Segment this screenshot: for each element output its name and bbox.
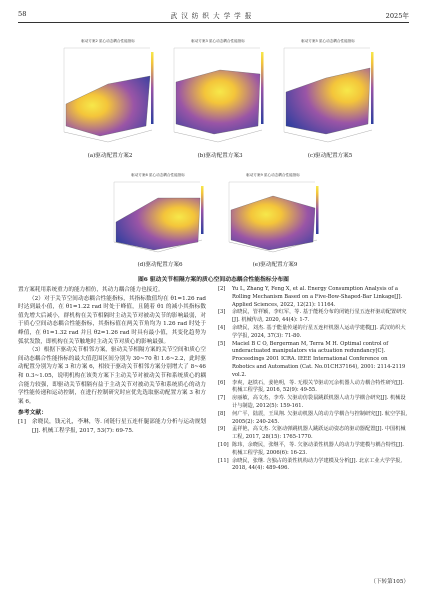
figure-panel-c xyxy=(280,34,376,146)
references-heading: 参考文献： xyxy=(18,410,47,417)
panel-a-label: (a)驱动配置方案2 xyxy=(87,153,133,159)
reference-text: Maciel B C O, Bergerman M, Terra M H. Optimal control of underactuated manipulators via actuation redundancy[C]. Proceedings 2001 ICRA. IEEE International Conference on Robotics and Automation (Cat. No.01CH37164), 2001: 2114-2119 vol.2. xyxy=(232,340,406,378)
panel-title: 驱动方案6 质心动态耦合性能指标 xyxy=(131,173,185,177)
figure-panel-d xyxy=(110,168,206,256)
panel-e-label: (e)驱动配置方案9 xyxy=(252,262,298,268)
surface-plot xyxy=(110,168,206,256)
reference-text: 陈玮，余晓民，张继平，等. 欠驱动柔性机器人的动力学建模与耦合特性[J]. 机械工程学报, 2006(6): 16-23. xyxy=(232,441,404,456)
reference-number: [7] xyxy=(218,395,226,402)
reference-number: [5] xyxy=(218,340,226,347)
reference-text: 余晓民，钱元礼，李琳，等. 闭链行星五连杆腿部能力分析与运动规划[J]. 机械工程学报, 2017, 53(7): 69-75. xyxy=(32,418,206,434)
reference-item xyxy=(218,309,410,325)
reference-item xyxy=(218,411,410,427)
colorbar xyxy=(201,186,204,234)
reference-item xyxy=(218,395,410,411)
issue-year: 2025年 xyxy=(385,12,409,20)
surface-mesh xyxy=(231,196,315,250)
reference-item xyxy=(218,426,410,442)
reference-number: [1] xyxy=(18,418,26,425)
reference-number: [9] xyxy=(218,426,226,433)
figure-caption: 图6 驱动关节相隔方案的质心空间动态耦合性能指标分布图 xyxy=(138,277,289,283)
journal-name: 武汉纺织大学学报 xyxy=(170,12,256,20)
reference-number: [11] xyxy=(218,457,229,464)
panel-title: 驱动方案9 质心动态耦合性能指标 xyxy=(246,173,300,177)
surface-mesh xyxy=(176,70,260,134)
reference-text: 孟祥艳，高文杰. 欠驱动弹跳机器人跳跃运动姿态的驱动器配置[J]. 中国机械工程, 2017, 28(15): 1765-1770. xyxy=(232,426,406,441)
panel-title: 驱动方案2 质心动态耦合性能指标 xyxy=(81,39,135,43)
figure-panel-e xyxy=(225,168,321,256)
reference-item xyxy=(218,458,410,474)
surface-plot xyxy=(60,34,156,146)
reference-number: [3] xyxy=(218,309,226,316)
panel-title: 驱动方案3 质心动态耦合性能指标 xyxy=(191,39,245,43)
surface-mesh xyxy=(286,68,370,134)
references-right xyxy=(218,286,410,473)
reference-text: Yu L, Zhang Y, Feng X, et al. Energy Consumption Analysis of a Rolling Mechanism Based on a Five-Bow-Shaped-Bar Linkage[J]. Applied Sciences, 2022, 12(21): 11164. xyxy=(232,286,403,308)
paragraph: （3）根据下驱动关节相邻方案，驱动关节相隔方案的关节空间和质心空间动态耦合性能指标的最大值范围区间分别为 30~70 和 1.6~2.2，此时驱动配置分别为方案 3 和方案 6，相较于驱动关节相邻方案分别增大了 8~46 和 0.3~1.05，说明机构在该类方案下主动关节对被动关节和系统质心的耦合能力较强，即驱动关节相隔有益于主动关节对被动关节和系统质心的动力学性能传递和运动控制，在进行控制研究时应优先选取驱动配置方案 3 和方案 6。 xyxy=(18,347,206,405)
reference-item xyxy=(218,380,410,396)
reference-number: [6] xyxy=(218,379,226,386)
colorbar xyxy=(371,52,374,124)
panel-b-label: (b)驱动配置方案3 xyxy=(197,153,243,159)
colorbar xyxy=(151,52,154,124)
page-number: 58 xyxy=(18,10,27,18)
colorbar xyxy=(261,52,264,124)
paragraph: 置方案耗用系统重力的能力相仿，其动力耦合能力也接近。 xyxy=(18,287,164,293)
reference-text: 何广平，陆震，王凤翔. 欠驱动机器人的动力学耦合与控制研究[J]. 航空学报, 2005(2): 240-245. xyxy=(232,410,408,425)
reference-text: 房丽敏，高文杰，李寿. 欠驱动仿袋鼠跳跃机器人动力学耦合研究[J]. 机械设计与制造, 2012(5): 159-161. xyxy=(232,395,406,409)
surface-plot xyxy=(280,34,376,146)
reference-item xyxy=(18,418,206,435)
reference-item xyxy=(218,442,410,458)
body-text-left xyxy=(18,286,206,435)
continued-note: （下转第105） xyxy=(370,579,409,585)
panel-c-label: (c)驱动配置方案5 xyxy=(307,153,353,159)
surface-mesh xyxy=(116,198,200,250)
page-header xyxy=(18,10,409,22)
reference-text: 余晓民，刘杰. 基于能量传递的行星五连杆机器人运动学建模[J]. 武汉纺织大学学报, 2024, 37(3): 71-80. xyxy=(232,324,406,339)
reference-item xyxy=(218,325,410,341)
figure-panel-a xyxy=(60,34,156,146)
panel-title: 驱动方案5 质心动态耦合性能指标 xyxy=(301,39,355,43)
reference-number: [2] xyxy=(218,286,226,292)
reference-item xyxy=(218,341,410,380)
colorbar xyxy=(316,186,319,234)
paragraph: （2）对于关节空间动态耦合性能指标，其指标数值均在 θ1=1.26 rad 时达到最小值，在 θ1=1.22 rad 时处于峰值，且随着 θ1 的减小其指标数值先增大后减小，群机构在关节相隔时主动关节对被动关节的影响最弱，对于质心空间动态耦合性能指标，其指标值在两关节角均为 1.26 rad 时处于峰值，在 θ1=1.32 rad 并且 θ2=1.26 rad 时具有最小值，其变化趋势为弧状发散，即机构在关节触地时主动关节对质心的影响最强。 xyxy=(18,295,206,345)
reference-text: 余晓民，管祥颖，李红军，等. 基于能耗分布的闭链行星五连杆驱动配置研究[J]. 机械传动, 2020, 44(4): 1-7. xyxy=(232,309,407,324)
surface-mesh xyxy=(66,76,150,136)
reference-number: [10] xyxy=(218,441,229,448)
reference-item xyxy=(218,286,410,309)
reference-text: 李爽，赵铁石，姜艳明，等. 无根关节驱动冗余机器人动力耦合特性研究[J]. 机械工程学报, 2016, 52(9): 49-55. xyxy=(232,379,404,394)
surface-plot xyxy=(170,34,266,146)
figure-panel-b xyxy=(170,34,266,146)
reference-number: [8] xyxy=(218,410,226,417)
surface-plot xyxy=(225,168,321,256)
reference-text: 余晓民，张继. 含独占的柔性机构动力学建模及分析[J]. 北京工业大学学报, 2018, 44(4): 489-496. xyxy=(232,457,402,472)
reference-number: [4] xyxy=(218,324,226,331)
header-rule xyxy=(18,22,409,23)
panel-d-label: (d)驱动配置方案6 xyxy=(137,262,183,268)
